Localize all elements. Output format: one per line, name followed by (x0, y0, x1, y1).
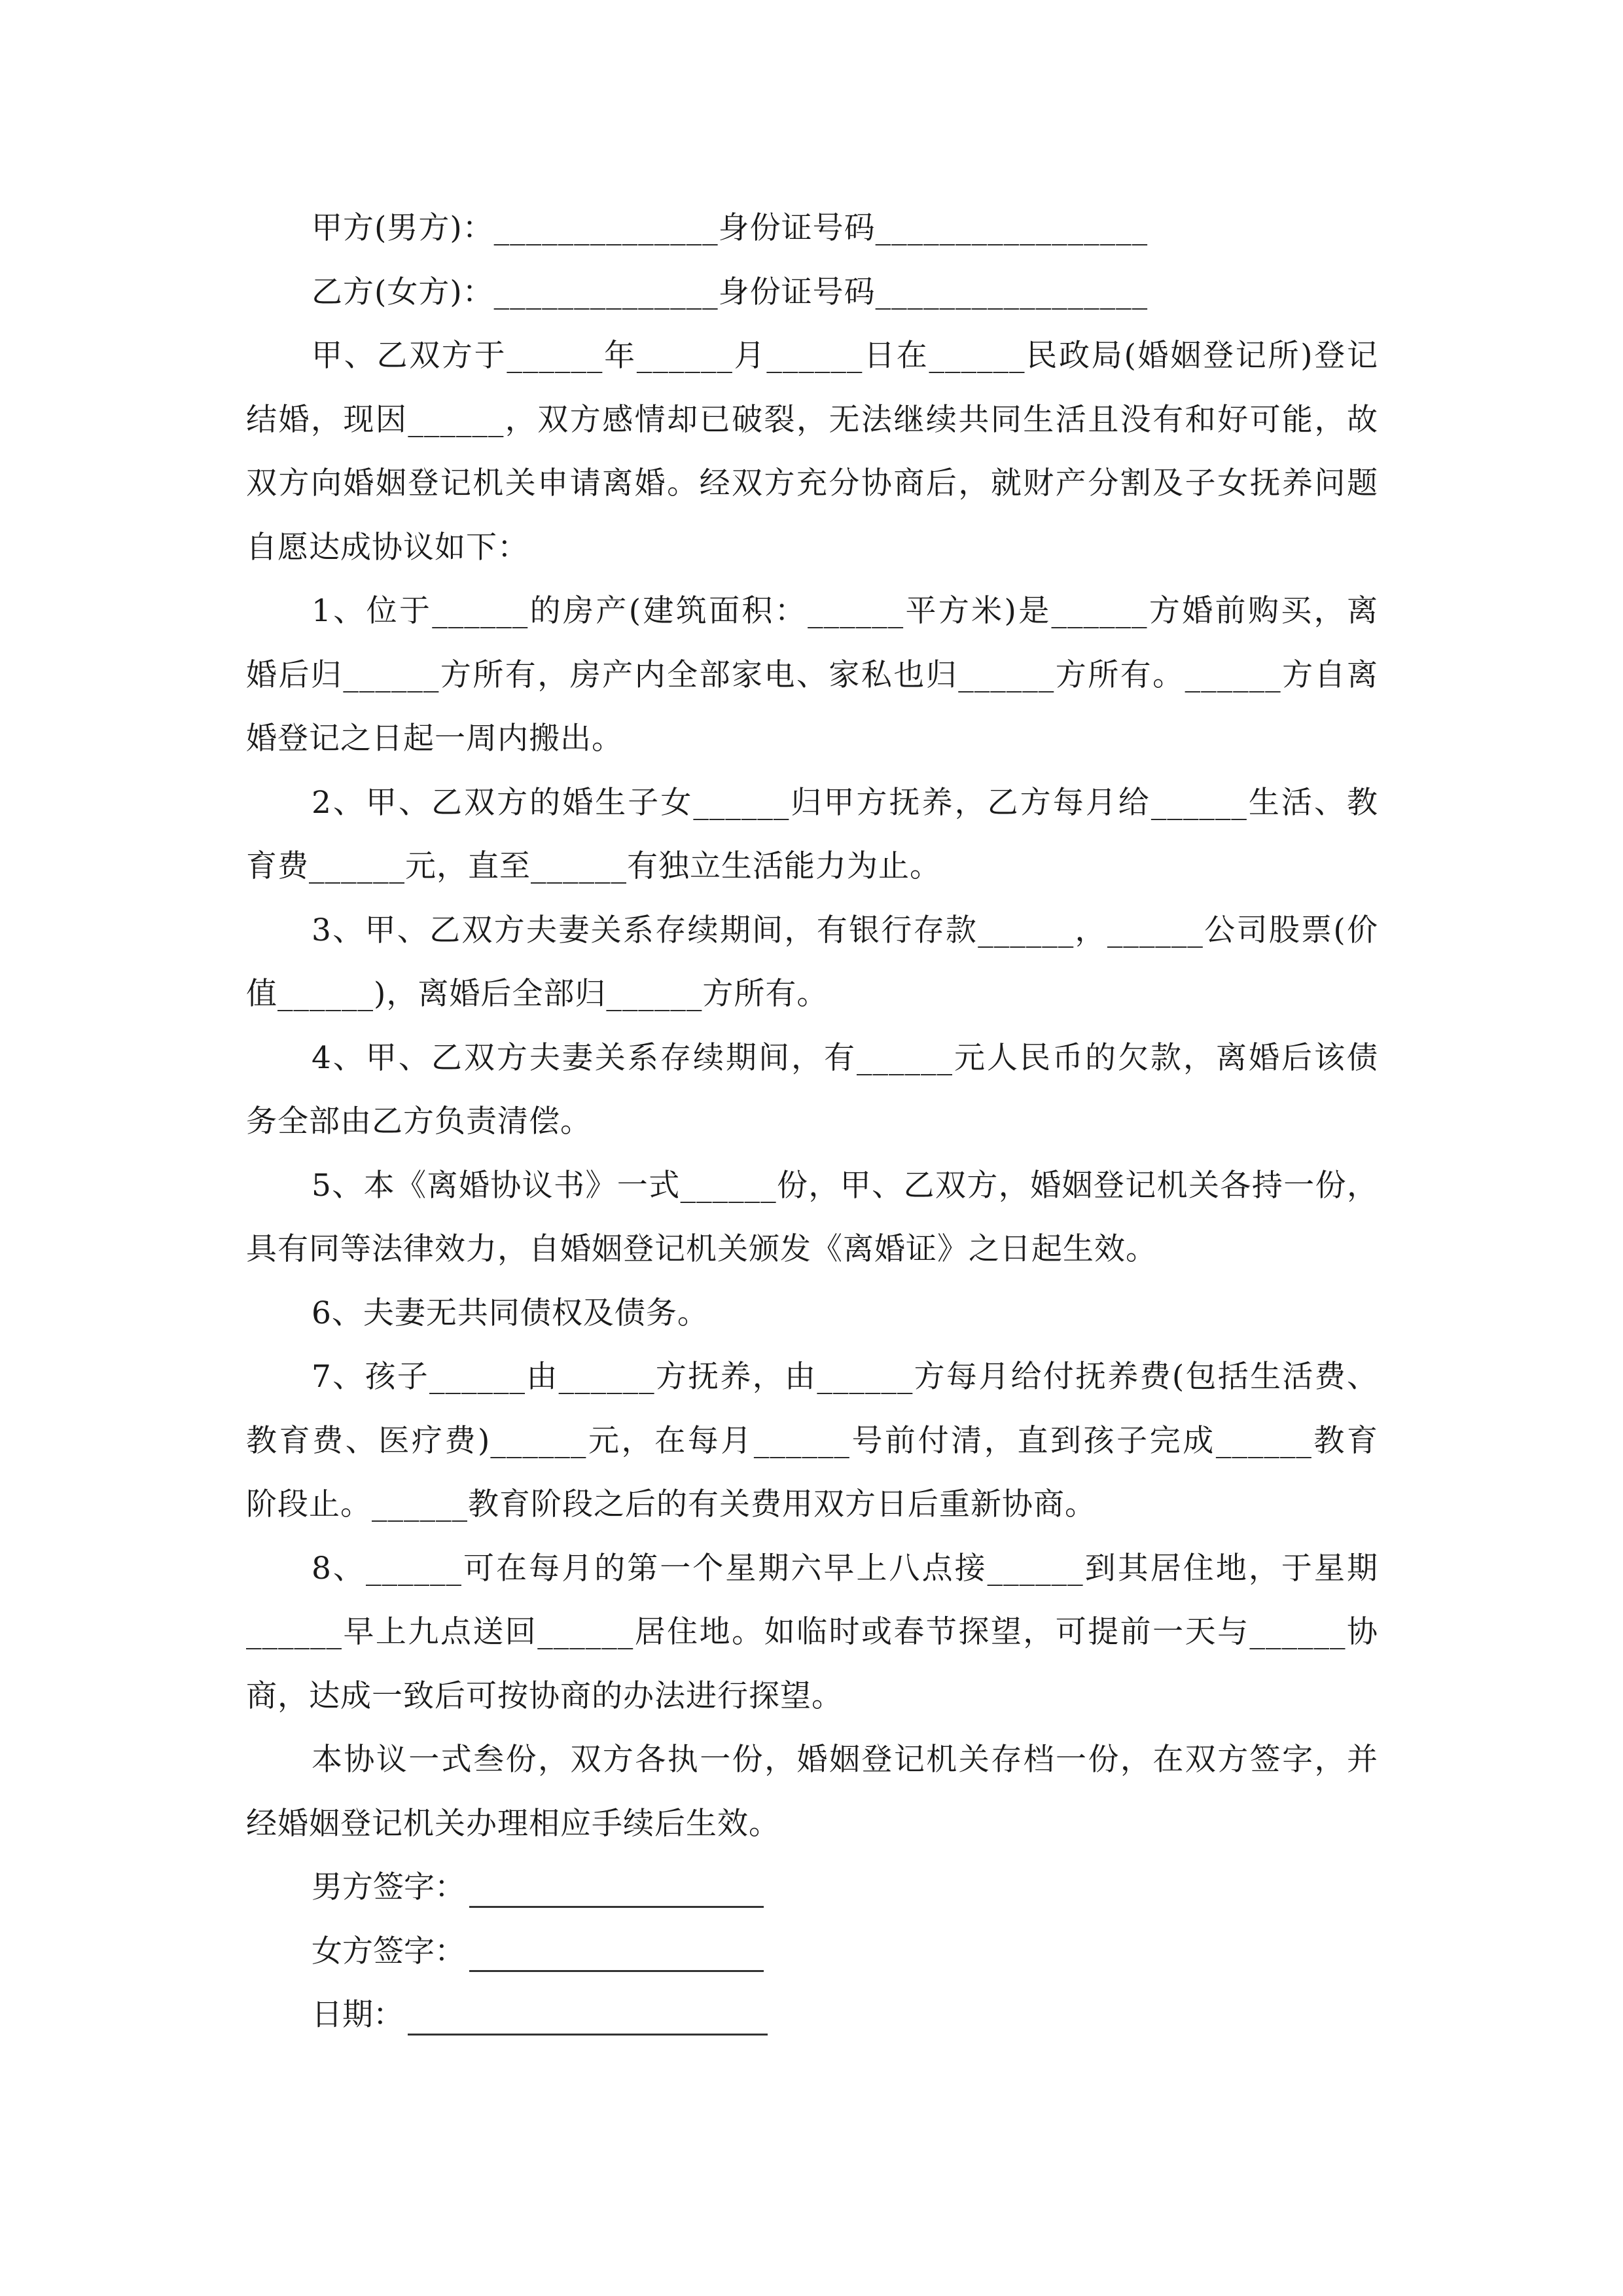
female-signature-label: 女方签字： (312, 1933, 465, 1969)
date-label: 日期： (312, 1997, 404, 2033)
clause-6-line: 6、夫妻无共同债权及债务。 (312, 1295, 709, 1331)
clause-4-line: 4、甲、乙双方夫妻关系存续期间，有______元人民币的欠款，离婚后该债 (312, 1039, 1378, 1076)
male-signature-field[interactable] (469, 1867, 764, 1908)
clause-1-line: 1、位于______的房产(建筑面积：______平方米)是______方婚前购买，离 (312, 593, 1378, 629)
clause-5-line: 具有同等法律效力，自婚姻登记机关颁发《离婚证》之日起生效。 (246, 1231, 1157, 1267)
date-row (246, 1983, 1378, 2047)
intro-line: 自愿达成协议如下： (246, 529, 529, 565)
clause-7-line: 教育费、医疗费)______元，在每月______号前付清，直到孩子完成______教育 (246, 1422, 1378, 1459)
clause-3-line: 值______)，离婚后全部归______方所有。 (246, 976, 829, 1012)
party-b-line: 乙方(女方)：______________身份证号码_________________ (312, 274, 1149, 310)
party-a-line: 甲方(男方)：______________身份证号码_________________ (312, 210, 1149, 246)
clause-8-line: 8、______可在每月的第一个星期六早上八点接______到其居住地，于星期 (312, 1550, 1378, 1587)
signature-block (246, 1856, 1378, 2047)
clause-2-line: 2、甲、乙双方的婚生子女______归甲方抚养，乙方每月给______生活、教 (312, 784, 1378, 821)
closing-line: 经婚姻登记机关办理相应手续后生效。 (246, 1805, 780, 1842)
clause-8-line: ______早上九点送回______居住地。如临时或春节探望，可提前一天与______协 (246, 1614, 1378, 1650)
clause-1-line: 婚后归______方所有，房产内全部家电、家私也归______方所有。______方自离 (246, 656, 1378, 693)
female-signature-field[interactable] (469, 1931, 764, 1972)
clause-5-line: 5、本《离婚协议书》一式______份，甲、乙双方，婚姻登记机关各持一份， (312, 1167, 1378, 1204)
clause-3-line: 3、甲、乙双方夫妻关系存续期间，有银行存款______，______公司股票(价 (312, 912, 1378, 948)
clause-2-line: 育费______元，直至______有独立生活能力为止。 (246, 848, 941, 884)
intro-line: 双方向婚姻登记机关申请离婚。经双方充分协商后，就财产分割及子女抚养问题 (246, 465, 1378, 501)
clause-7-line: 7、孩子______由______方抚养，由______方每月给付抚养费(包括生活费、 (312, 1359, 1378, 1395)
female-signature-row (246, 1920, 1378, 1984)
date-field[interactable] (408, 1994, 768, 2036)
clause-7-line: 阶段止。______教育阶段之后的有关费用双方日后重新协商。 (246, 1486, 1096, 1522)
intro-line: 甲、乙双方于______年______月______日在______民政局(婚姻登记所)登记 (312, 338, 1378, 374)
male-signature-label: 男方签字： (312, 1869, 465, 1905)
intro-line: 结婚，现因______，双方感情却已破裂，无法继续共同生活且没有和好可能，故 (246, 401, 1378, 438)
clause-1-line: 婚登记之日起一周内搬出。 (246, 721, 623, 757)
clause-4-line: 务全部由乙方负责清偿。 (246, 1103, 592, 1139)
agreement-body (246, 196, 1378, 2047)
closing-line: 本协议一式叁份，双方各执一份，婚姻登记机关存档一份，在双方签字，并 (312, 1742, 1378, 1778)
clause-8-line: 商，达成一致后可按协商的办法进行探望。 (246, 1677, 843, 1714)
male-signature-row (246, 1856, 1378, 1920)
